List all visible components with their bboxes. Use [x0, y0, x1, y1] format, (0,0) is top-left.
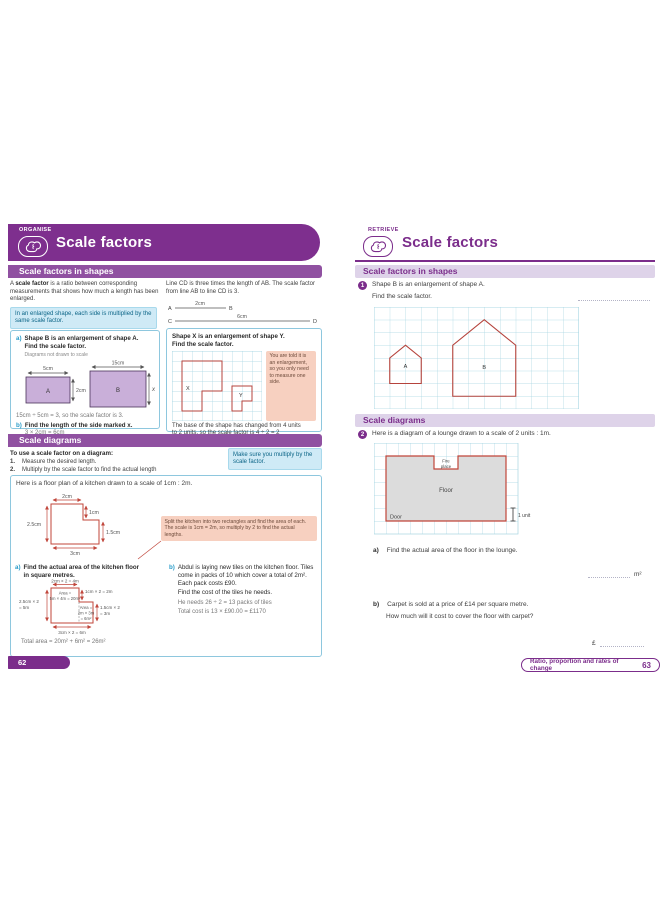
step1-text: Measure the desired length.: [22, 459, 97, 465]
point-a-label: A: [168, 306, 172, 312]
q2a-answer-line: [588, 577, 630, 578]
door-label: Door: [390, 514, 402, 521]
shape-x-label: X: [186, 385, 190, 392]
chapter-title: Ratio, proportion and rates of change: [530, 658, 619, 672]
ann-area2-1: Area =: [79, 605, 93, 610]
part-a-line2: Find the scale factor.: [24, 342, 87, 350]
question-1-number: 1: [358, 281, 367, 290]
q2b-currency: £: [592, 640, 596, 647]
working-a: 15cm ÷ 5cm = 3, so the scale factor is 3.: [16, 412, 124, 419]
intro-post: is a ratio between corresponding measurements that shows how much a length has been enlarged.: [10, 281, 159, 303]
example2-title-2: Find the scale factor.: [172, 340, 234, 348]
intro-bold-term: scale factor: [15, 281, 49, 287]
tip-enlarged-shape: In an enlarged shape, each side is multiplied by the same scale factor.: [10, 307, 157, 329]
q2a-label: a): [373, 547, 379, 554]
q2b-label: b): [373, 601, 380, 608]
kitchen-a-label: a): [15, 564, 21, 571]
kitchen-intro: Here is a floor plan of a kitchen drawn to a scale of 1cm : 2m.: [16, 480, 193, 487]
example1-part-a: [16, 335, 154, 358]
point-d-label: D: [313, 319, 317, 325]
rect-b-side-label: x: [152, 386, 155, 393]
section-heading-shapes-left: Scale factors in shapes: [8, 265, 322, 278]
q2b-line2: How much will it cost to cover the floor with carpet?: [386, 613, 534, 620]
ann-area1-1: Area =: [58, 590, 72, 596]
chapter-footer: [521, 658, 660, 672]
right-page-title: Scale factors: [402, 234, 498, 251]
enlargement-grid: [172, 351, 262, 421]
left-page-number: 62: [8, 656, 70, 669]
header-rule: [355, 260, 655, 262]
left-header-banner: [8, 224, 320, 261]
question-2a: [373, 547, 518, 555]
example2-body: [172, 351, 316, 421]
brain-icon: [363, 236, 393, 257]
fireplace-label-1: Fire: [442, 458, 450, 464]
tip-measure-one-side: You are told it is an enlargement, so you only need to measure one side.: [266, 351, 316, 421]
kitchen-b-label: b): [169, 564, 175, 571]
howto-step-2: [10, 467, 222, 475]
question-2-text: Here is a diagram of a lounge drawn to a scale of 2 units : 1m.: [372, 430, 551, 437]
brain-icon-glyph: [22, 239, 44, 254]
left-page-title: Scale factors: [56, 234, 152, 251]
rect-b-top-label: 15cm: [111, 360, 125, 367]
ann-left2: = 5m: [19, 605, 30, 610]
shape-y-label: Y: [239, 392, 243, 399]
intro-pre: A: [10, 281, 16, 287]
rect-a-label: A: [45, 388, 51, 395]
part-a-line1: Shape B is an enlargement of shape A.: [24, 335, 139, 342]
worked-example-rectangles: [10, 330, 160, 429]
line-segments-diagram: [166, 299, 322, 326]
ann-step: 1cm × 2 = 2m: [85, 589, 113, 594]
ann-bottom: 3cm × 2 = 6m: [58, 630, 86, 635]
retrieve-tag: RETRIEVE: [368, 227, 399, 233]
brain-icon: [18, 236, 48, 257]
rect-b-label: B: [115, 387, 121, 394]
q1-answer-line: [578, 300, 650, 301]
kitchen-b-line2: Find the cost of the tiles he needs.: [177, 589, 273, 597]
kitchen-b-work1: He needs 26 ÷ 2 = 13 packs of tiles: [177, 600, 272, 607]
line-ab-length: 2cm: [195, 301, 205, 307]
worked-example-kitchen: [10, 475, 322, 657]
howto-step-1: [10, 459, 222, 467]
q2a-unit: m²: [634, 571, 642, 578]
not-to-scale-note: Diagrams not drawn to scale: [24, 351, 88, 358]
question-1-line1: Shape B is an enlargement of shape A.: [372, 281, 485, 288]
houses-grid: [374, 307, 579, 409]
section-heading-diagrams-right: Scale diagrams: [355, 414, 655, 427]
kitchen-total: Total area = 20m² + 6m² = 26m²: [21, 639, 106, 645]
question-1-line2: Find the scale factor.: [372, 293, 432, 300]
tip-multiply: Make sure you multiply by the scale factor.: [228, 448, 322, 470]
line-cd-length: 6cm: [237, 314, 247, 320]
point-b-label: B: [229, 306, 233, 312]
ann-area1-2: 5m × 4m = 20m²: [49, 596, 81, 601]
floor-label: Floor: [439, 488, 453, 494]
ann-left1: 2.5cm × 2: [19, 599, 39, 604]
kitchen-b-line1: Abdul is laying new tiles on the kitchen floor. Tiles come in packs of 10 which cover a total of 2m². Each pack costs £90.: [177, 564, 314, 587]
q2b-answer-line: [600, 646, 644, 647]
shape-a-label: A: [403, 364, 408, 370]
example2-conclusion-1: The base of the shape has changed from 4 units: [172, 422, 301, 429]
rect-a-top-label: 5cm: [43, 365, 53, 372]
step2-text: Multiply by the scale factor to find the actual length: [22, 467, 157, 473]
example2-title-1: Shape X is an enlargement of shape Y.: [172, 333, 285, 340]
rect-a-side-label: 2cm: [76, 387, 86, 394]
kitchen-a-line2: in square metres.: [23, 571, 75, 579]
ann-right1: 1.5cm × 2: [100, 605, 120, 610]
kitchen-plan: [21, 492, 141, 558]
organise-tag: ORGANISE: [19, 226, 52, 233]
rectangles-diagram: [16, 359, 162, 413]
question-2: [358, 430, 551, 439]
plan-left-dim: 2.5cm: [27, 522, 42, 528]
plan-step-dim: 1cm: [89, 510, 99, 516]
section-heading-diagrams-left: Scale diagrams: [8, 434, 322, 447]
part-a-label: a): [16, 335, 22, 342]
question-2-number: 2: [358, 430, 367, 439]
plan-right-dim: 1.5cm: [106, 530, 121, 536]
worked-example-grid-shapes: [166, 328, 322, 432]
intro-paragraph: [10, 281, 160, 304]
shape-b-label: B: [482, 365, 487, 371]
brain-icon-glyph: [367, 239, 389, 254]
howto-title: To use a scale factor on a diagram:: [10, 450, 114, 457]
kitchen-part-b: [169, 564, 318, 616]
plan-bottom-dim: 3cm: [70, 551, 80, 557]
right-page-number: 63: [642, 660, 651, 670]
point-c-label: C: [168, 319, 172, 325]
line-cd-paragraph: Line CD is three times the length of AB. The scale factor from line AB to line CD is 3.: [166, 281, 315, 295]
section-heading-shapes-right: Scale factors in shapes: [355, 265, 655, 278]
question-2b: [373, 601, 528, 609]
ann-top: 2cm × 2 = 4m: [51, 578, 79, 584]
tip-split-kitchen: Split the kitchen into two rectangles and find the area of each. The scale is 1cm = 2m, so multiply by 2 to find the actual lengths.: [161, 516, 317, 541]
question-1: [358, 281, 485, 290]
step2-number: 2.: [10, 467, 16, 473]
ann-area2-2: 2m × 3m: [77, 610, 95, 616]
kitchen-a-line1: Find the actual area of the kitchen floor: [23, 564, 140, 571]
plan-top-dim: 2cm: [62, 494, 72, 500]
part-b-text: Find the length of the side marked x.: [24, 422, 133, 430]
q2a-text: Find the actual area of the floor in the lounge.: [386, 547, 518, 554]
lounge-plan: [374, 443, 544, 536]
q2b-line1: Carpet is sold at a price of £14 per square metre.: [387, 601, 529, 608]
unit-label: 1 unit: [518, 513, 531, 519]
callout-pointer-line: [135, 538, 163, 562]
ann-area2-3: = 6m²: [80, 616, 92, 621]
step1-number: 1.: [10, 459, 16, 465]
kitchen-annotated-plan: [17, 578, 157, 636]
kitchen-b-work2: Total cost is 13 × £90.00 = £1170: [177, 608, 266, 615]
ann-right2: = 3m: [100, 611, 111, 616]
part-b-label: b): [16, 422, 22, 430]
fireplace-label-2: place: [440, 464, 452, 469]
